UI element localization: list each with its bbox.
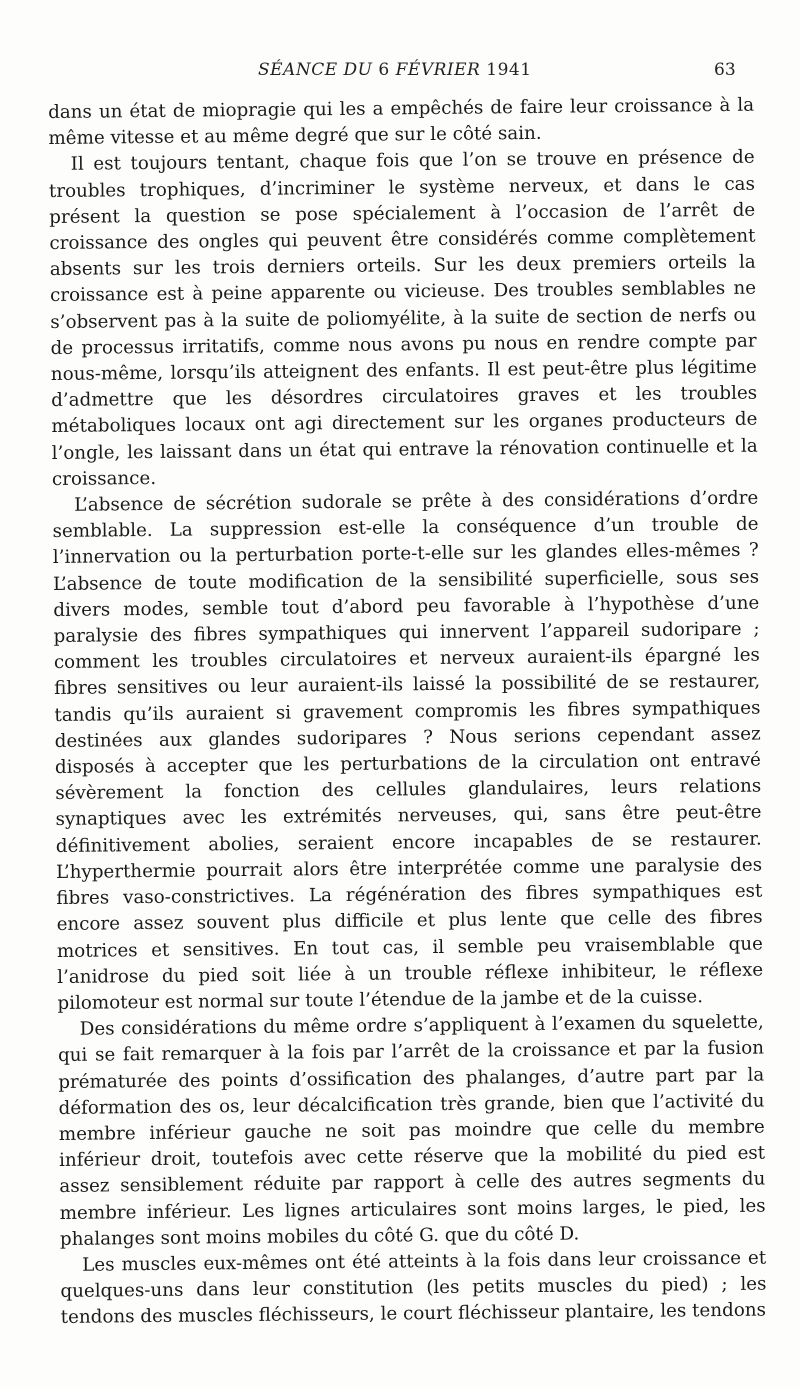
body-text [48, 93, 767, 1332]
paragraph-4: Des considérations du même ordre s’appliquent à l’examen du squelette, qui se fait remarquer à la fois par l’arrêt de la croissance et par la fusion prématurée des points d’ossification des phalanges, d’autre part par la déformation des os, leur décalcification très grande, bien que l’activité du membre inférieur gauche ne soit pas moindre que celle du membre inférieur droit, toutefois avec cette réserve que la mobilité du pied est assez sensiblement réduite par rapport à celle des autres segments du membre inférieur. Les lignes articulaires sont moins larges, le pied, les phalanges sont moins mobiles du côté G. que du côté D. [57, 1011, 766, 1250]
running-title-month: FÉVRIER [395, 60, 481, 80]
running-title-day: 6 [378, 60, 390, 80]
page-number: 63 [714, 60, 736, 80]
paragraph-3: L’absence de sécrétion sudorale se prête à des considérations d’ordre semblable. La suppression est-elle la conséquence d’un trouble de l’innervation ou la perturbation porte-t-elle sur les glandes elles-mêmes ? L’absence de toute modification de la sensibilité superficielle, sous ses divers modes, semble tout d’abord peu favorable à l’hypothèse d’une paralysie des fibres sympathiques qui innervent l’appareil sudoripare ; comment les troubles circulatoires et nerveux auraient-ils épargné les fibres sensitives ou leur auraient-ils laissé la possibilité de se restaurer, tandis qu’ils auraient si gravement compromis les fibres sympathiques destinées aux glandes sudoripares ? Nous serions cependant assez disposés à accepter que les perturbations de la circulation ont entravé sévèrement la fonction des cellules glandulaires, leurs relations synaptiques avec les extrémités nerveuses, qui, sans être peut-être définitivement abolies, seraient encore incapables de se restaurer. L’hyperthermie pourrait alors être interprétée comme une paralysie des fibres vaso-constrictives. La régénération des fibres sympathiques est encore assez souvent plus difficile et plus lente que celle des fibres motrices et sensitives. En tout cas, il semble peu vraisemblable que l’anidrose du pied soit liée à un trouble réflexe inhibiteur, le réflexe pilomoteur est normal sur toute l’étendue de la jambe et de la cuisse. [52, 487, 764, 1014]
paragraph-5: Les muscles eux-mêmes ont été atteints à la fois dans leur croissance et quelques-uns dans leur constitution (les petits muscles du pied) ; les tendons des muscles fléchisseurs, le court fléchisseur plantaire, les tendons [60, 1247, 767, 1329]
page-header [0, 60, 800, 84]
running-title-seance: SÉANCE DU [258, 60, 373, 80]
paragraph-1: dans un état de miopragie qui les a empêchés de faire leur croissance à la même vitesse et au même degré que sur le côté sain. [48, 94, 755, 150]
paragraph-2: Il est toujours tentant, chaque fois que l’on se trouve en présence de troubles trophiques, d’incriminer le système nerveux, et dans le cas présent la question se pose spécialement à l’occasion de l’arrêt de croissance des ongles qui peuvent être considérés comme complètement absents sur les trois derniers orteils. Sur les deux premiers orteils la croissance est à peine apparente ou vicieuse. Des troubles semblables ne s’observent pas à la suite de poliomyélite, à la suite de section de nerfs ou de processus irritatifs, comme nous avons pu nous en rendre compte par nous-même, lorsqu’ils atteignent des enfants. Il est peut-être plus légitime d’admettre que les désordres circulatoires graves et les troubles métaboliques locaux ont agi directement sur les organes producteurs de l’ongle, les laissant dans un état qui entrave la rénovation continuelle et la croissance. [48, 147, 758, 490]
running-title-year: 1941 [486, 60, 532, 80]
running-title [258, 60, 532, 80]
